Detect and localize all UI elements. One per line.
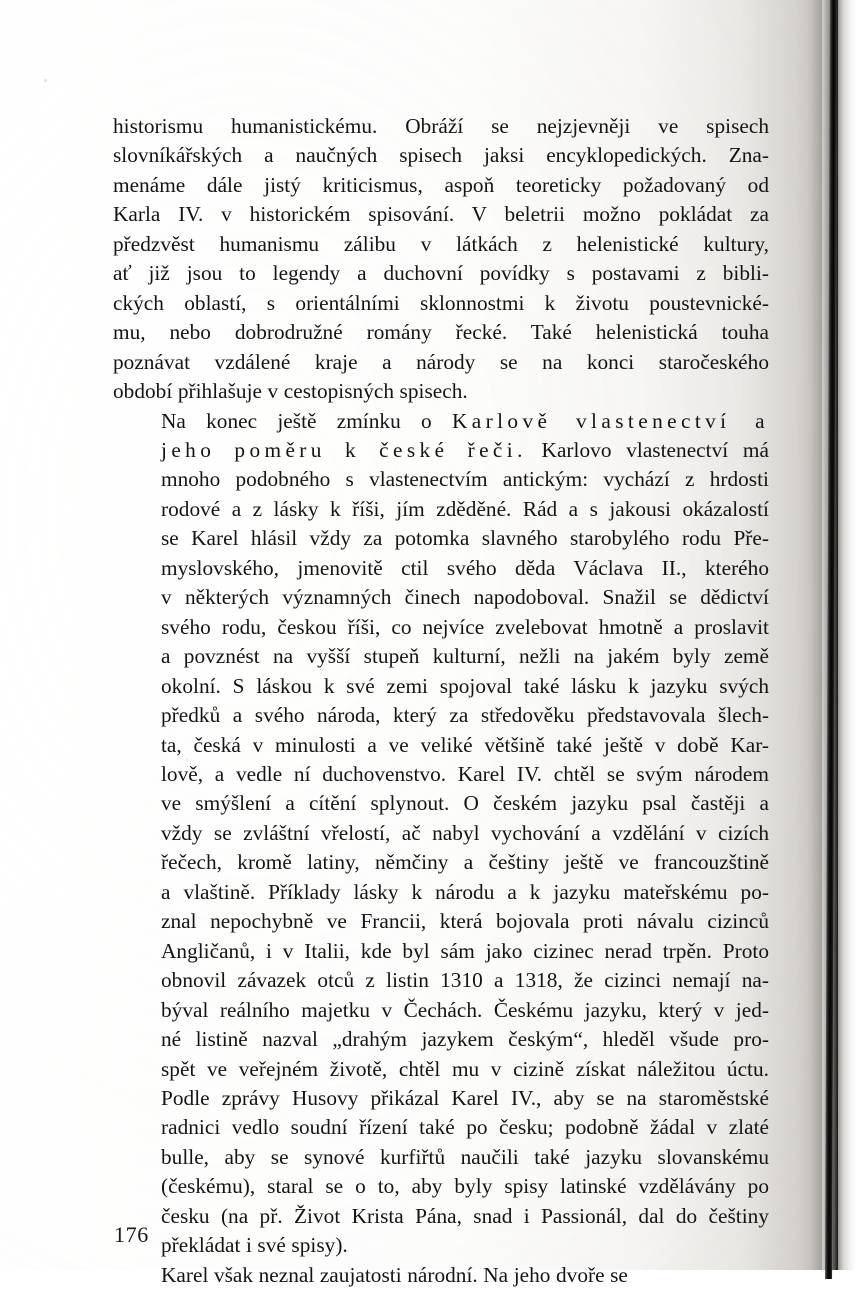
text-line: né listině nazval „drahým jazykem českým“, hleděl všude pro- [161,1027,769,1052]
text-line: období přihlašuje v cestopisných spisech. [113,379,468,404]
paragraph [113,407,769,1261]
text-line: ve smýšlení a cítění splynout. O českém jazyku psal častěji a [161,791,769,816]
text-line: a povznést na vyšší stupeň kulturní, nežli na jakém byly země [161,644,769,669]
text-line: mu, nebo dobrodružné romány řecké. Také helenistická touha [113,320,769,345]
text-line: ckých oblastí, s orientálními sklonnostmi k životu poustevnické- [113,290,769,315]
text-line: (českému), staral se o to, aby byly spisy latinské vzdělávány po [161,1174,769,1199]
text-line: Na konec ještě zmínku o Karlově vlastenectví a [161,408,769,433]
text-line: předků a svého národa, který za středověku představovala šlech- [161,703,769,728]
text-line: předzvěst humanismu zálibu v látkách z helenistické kultury, [113,231,769,256]
text-line: řečech, kromě latiny, němčiny a češtiny ještě ve francouzštině [161,850,769,875]
tracked-emphasis: jeho poměru k české řeči. [161,437,527,462]
page-number: 176 [114,1222,149,1247]
text-line: se Karel hlásil vždy za potomka slavného starobylého rodu Pře- [161,526,769,551]
text-line: okolní. S láskou k své zemi spojoval také lásku k jazyku svých [161,673,769,698]
text-line: bulle, aby se synové kurfiřtů naučili také jazyku slovanskému [161,1144,769,1169]
paragraph [113,112,769,407]
text-line: ta, česká v minulosti a ve veliké většině také ještě v době Kar- [161,732,769,757]
text-line: mnoho podobného s vlastenectvím antickým: vychází z hrdosti [161,467,769,492]
text-line: vždy se zvláštní vřelostí, ač nabyl vychování a vzdělání v cizích [161,820,769,845]
text-line: překládat i své spisy). [161,1233,348,1258]
text-line: svého rodu, českou říši, co nejvíce zvelebovat hmotně a proslavit [161,614,769,639]
text-line: spět ve veřejném životě, chtěl mu v cizině získat náležitou úctu. [161,1056,769,1081]
paragraph [113,1261,769,1290]
text-line: znal nepochybně ve Francii, která bojovala proti návalu cizinců [161,909,769,934]
text-line: lově, a vedle ní duchovenstvo. Karel IV. chtěl se svým národem [161,761,769,786]
text-line: Angličanů, i v Italii, kde byl sám jako cizinec nerad trpěn. Proto [161,938,769,963]
text-line: býval reálního majetku v Čechách. Českému jazyku, který v jed- [161,997,769,1022]
text-line: obnovil závazek otců z listin 1310 a 1318, že cizinci nemají na- [161,968,769,993]
scan-speck [44,79,47,82]
text-line: historismu humanistickému. Obráží se nejzjevněji ve spisech [113,114,769,138]
text-line: rodové a z lásky k říši, jím zděděné. Rád a s jakousi okázalostí [161,496,769,521]
scan-outer-margin [838,0,856,1270]
text-line: jeho poměru k české řeči. Karlovo vlastenectví má [161,437,769,462]
text-line: radnici vedlo soudní řízení také po česku; podobně žádal v zlaté [161,1115,769,1140]
text-line: slovníkářských a naučných spisech jaksi encyklopedických. Zna- [113,143,769,168]
text-line: poznávat vzdálené kraje a národy se na konci staročeského [113,349,769,374]
text-line: a vlaštině. Příklady lásky k národu a k jazyku mateřskému po- [161,879,769,904]
text-line: Karel však neznal zaujatosti národní. Na jeho dvoře se [161,1262,628,1287]
text-line: ať již jsou to legendy a duchovní povídky s postavami z bibli- [113,261,769,286]
text-line: Podle zprávy Husovy přikázal Karel IV., aby se na staroměstské [161,1085,769,1110]
text-line: menáme dále jistý kriticismus, aspoň teoreticky požadovaný od [113,172,769,197]
text-line: myslovského, jmenovitě ctil svého děda Václava II., kterého [161,555,769,580]
tracked-emphasis: Karlově vlastenectví a [451,408,769,433]
text-line: v některých významných činech napodoboval. Snažil se dědictví [161,585,769,610]
text-line: Karla IV. v historickém spisování. V beletrii možno pokládat za [113,202,769,227]
text-line: česku (na př. Život Krista Pána, snad i Passionál, dal do češtiny [161,1203,769,1228]
text-column [113,112,769,1290]
